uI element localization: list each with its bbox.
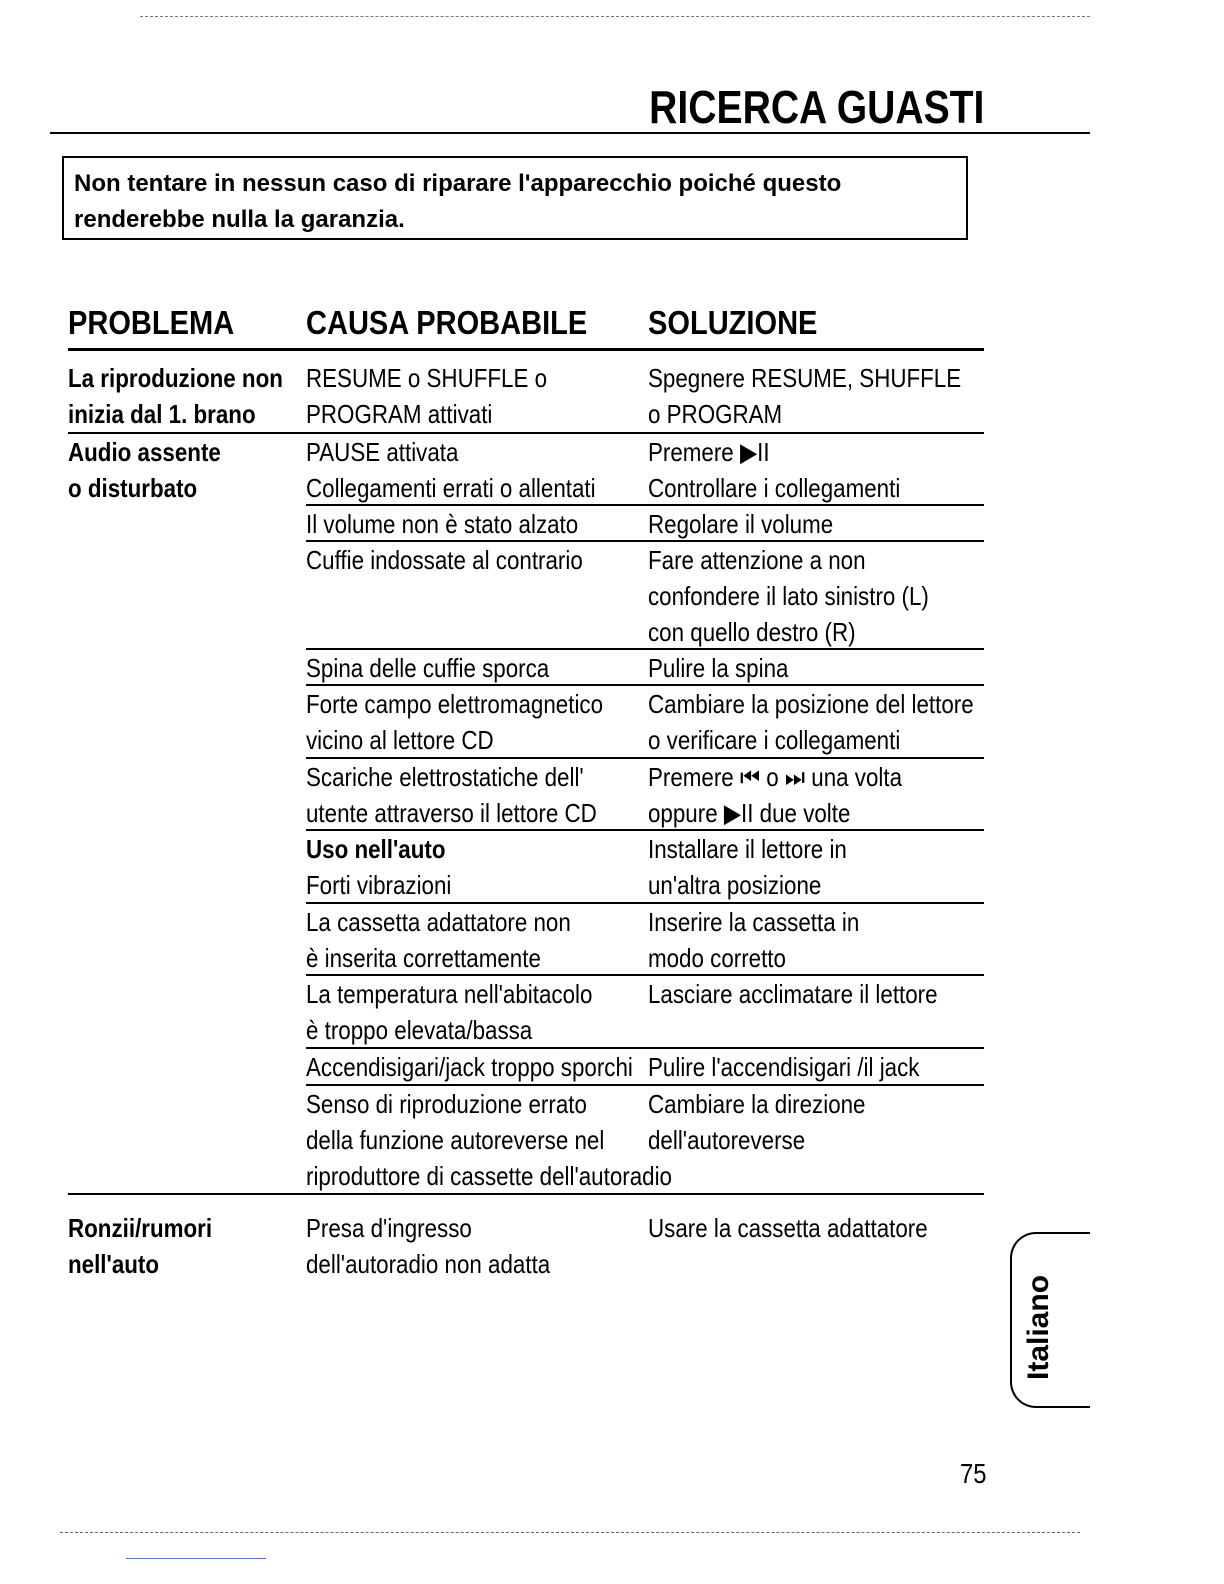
solution-1-line-2: o PROGRAM: [648, 399, 783, 429]
header-rule: [68, 348, 984, 351]
solution-9-line-1: Installare il lettore in: [648, 834, 847, 864]
problem-1-line-1: La riproduzione non: [68, 363, 283, 393]
solution-6: Pulire la spina: [648, 653, 789, 683]
cause-14-line-2: dell'autoradio non adatta: [306, 1249, 551, 1279]
row-rule: [306, 1084, 984, 1086]
warning-line-2: renderebbe nulla la garanzia.: [74, 206, 405, 233]
warning-box: [62, 156, 968, 240]
solution-10-line-2: modo corretto: [648, 943, 786, 973]
row-rule: [306, 648, 984, 650]
cause-4: Il volume non è stato alzato: [306, 509, 579, 539]
header-cause: CAUSA PROBABILE: [306, 304, 588, 341]
cause-3: Collegamenti errati o allentati: [306, 473, 596, 503]
solution-9-line-2: un'altra posizione: [648, 870, 822, 900]
cause-2: PAUSE attivata: [306, 437, 459, 467]
row-rule: [68, 1193, 984, 1195]
cause-1-line-2: PROGRAM attivati: [306, 399, 493, 429]
title-rule: [50, 132, 1090, 134]
problem-3-line-1: Ronzii/rumori: [68, 1213, 213, 1243]
cause-1-line-1: RESUME o SHUFFLE o: [306, 363, 548, 393]
row-rule: [306, 757, 984, 759]
scan-artifact-bottom: [60, 1532, 1080, 1533]
cause-7-line-2: vicino al lettore CD: [306, 725, 494, 755]
row-rule: [306, 504, 984, 506]
language-tab-label: Italiano: [1022, 1274, 1055, 1380]
solution-10-line-1: Inserire la cassetta in: [648, 907, 860, 937]
cause-11-line-2: è troppo elevata/bassa: [306, 1015, 533, 1045]
problem-1-line-2: inizia dal 1. brano: [68, 399, 256, 429]
cause-5: Cuffie indossate al contrario: [306, 545, 583, 575]
cause-10-line-2: è inserita correttamente: [306, 943, 541, 973]
solution-8-line-1: Premere ⏮ o ⏭ una volta: [648, 762, 903, 792]
solution-11: Lasciare acclimatare il lettore: [648, 979, 938, 1009]
solution-3: Controllare i collegamenti: [648, 473, 901, 503]
cause-6: Spina delle cuffie sporca: [306, 653, 550, 683]
scan-artifact-top: [140, 16, 1090, 17]
page-title: RICERCA GUASTI: [648, 81, 984, 133]
solution-13-line-2: dell'autoreverse: [648, 1125, 806, 1155]
row-rule: [306, 540, 984, 542]
scan-artifact-blue-line: [126, 1558, 266, 1559]
problem-2-line-2: o disturbato: [68, 473, 198, 503]
cause-11-line-1: La temperatura nell'abitacolo: [306, 979, 593, 1009]
solution-2: Premere ▶II: [648, 437, 770, 467]
cause-13-line-1: Senso di riproduzione errato: [306, 1089, 587, 1119]
row-rule: [68, 432, 984, 434]
solution-4: Regolare il volume: [648, 509, 834, 539]
solution-13-line-1: Cambiare la direzione: [648, 1089, 866, 1119]
solution-12: Pulire l'accendisigari /il jack: [648, 1052, 920, 1082]
cause-13-line-3: riproduttore di cassette dell'autoradio: [306, 1161, 672, 1191]
solution-8-line-2: oppure ▶II due volte: [648, 798, 851, 828]
solution-7-line-1: Cambiare la posizione del lettore: [648, 689, 974, 719]
row-rule: [306, 829, 984, 831]
solution-7-line-2: o verificare i collegamenti: [648, 725, 901, 755]
problem-3-line-2: nell'auto: [68, 1249, 160, 1279]
row-rule: [306, 1047, 984, 1049]
problem-2-line-1: Audio assente: [68, 437, 221, 467]
cause-7-line-1: Forte campo elettromagnetico: [306, 689, 604, 719]
header-solution: SOLUZIONE: [648, 304, 818, 341]
page-number: 75: [960, 1458, 987, 1489]
cause-12: Accendisigari/jack troppo sporchi: [306, 1052, 633, 1082]
solution-14: Usare la cassetta adattatore: [648, 1213, 928, 1243]
solution-5-line-2: confondere il lato sinistro (L): [648, 581, 929, 611]
row-rule: [306, 974, 984, 976]
solution-1-line-1: Spegnere RESUME, SHUFFLE: [648, 363, 962, 393]
cause-8-line-1: Scariche elettrostatiche dell': [306, 762, 584, 792]
warning-line-1: Non tentare in nessun caso di riparare l'apparecchio poiché questo: [74, 170, 842, 197]
header-problem: PROBLEMA: [68, 304, 235, 341]
solution-5-line-3: con quello destro (R): [648, 617, 856, 647]
cause-9-heading: Uso nell'auto: [306, 834, 446, 864]
cause-10-line-1: La cassetta adattatore non: [306, 907, 571, 937]
row-rule: [306, 902, 984, 904]
cause-14-line-1: Presa d'ingresso: [306, 1213, 472, 1243]
cause-13-line-2: della funzione autoreverse nel: [306, 1125, 605, 1155]
solution-5-line-1: Fare attenzione a non: [648, 545, 866, 575]
cause-9-line-2: Forti vibrazioni: [306, 870, 452, 900]
row-rule: [306, 684, 984, 686]
cause-8-line-2: utente attraverso il lettore CD: [306, 798, 597, 828]
